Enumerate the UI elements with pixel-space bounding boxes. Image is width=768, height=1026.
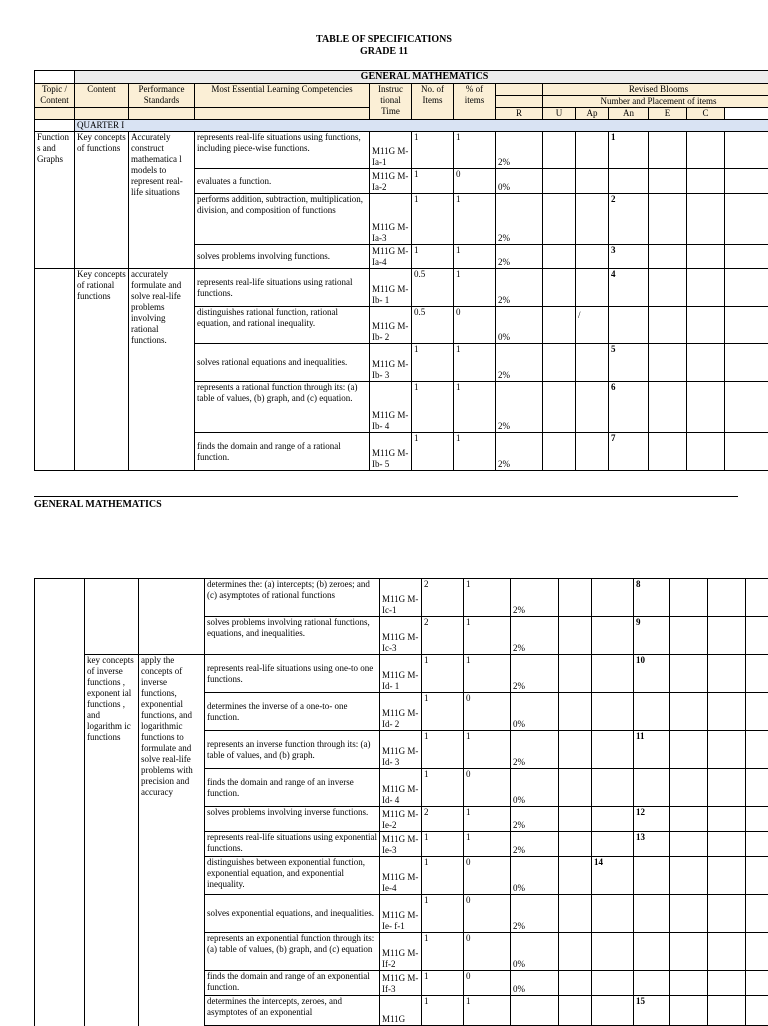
time-cell: 2 — [422, 579, 464, 617]
placement-cell: 14 — [592, 857, 634, 895]
placement-cell: / — [576, 307, 609, 344]
code-cell: M11G M-Ie-3 — [380, 832, 422, 857]
topic-header: Topic / Content — [35, 84, 75, 108]
placement-cell: 11 — [634, 731, 670, 769]
placement-cell — [592, 996, 634, 1026]
items-cell: 0 — [464, 857, 511, 895]
percent-cell: 2% — [511, 895, 559, 933]
table-cell — [559, 971, 592, 996]
competency-cell: finds the domain and range of a rational function. — [195, 433, 370, 471]
items-cell: 1 — [464, 579, 511, 617]
time-cell: 1 — [422, 769, 464, 807]
percent-cell: 0% — [511, 693, 559, 731]
table-cell — [725, 433, 768, 471]
competency-cell: represents real-life situations using rational functions. — [195, 269, 370, 307]
placement-cell — [634, 857, 670, 895]
percent-cell: 2% — [496, 194, 543, 245]
code-cell: M11G M-If-3 — [380, 971, 422, 996]
performance-cell: apply the concepts of inverse functions, exponential functions, and logarithmic functions to formulate and solve real-life problems with precision and accuracy — [139, 655, 205, 1026]
placement-cell — [592, 895, 634, 933]
competency-cell: represents real-life situations using one-to one functions. — [205, 655, 380, 693]
code-cell: M11G M-Ia-4 — [370, 245, 412, 269]
code-cell: M11G M-Ib- 3 — [370, 344, 412, 382]
table-cell — [708, 731, 746, 769]
competency-cell: evaluates a function. — [195, 169, 370, 194]
code-cell: M11G M-Ie-2 — [380, 807, 422, 832]
table-cell — [746, 579, 768, 617]
table-cell — [670, 807, 708, 832]
percent-cell: 2% — [496, 245, 543, 269]
table-cell — [649, 245, 687, 269]
quarter-label: QUARTER I — [75, 120, 768, 132]
code-cell: M11G M-Id- 4 — [380, 769, 422, 807]
code-cell: M11G M-Ie-4 — [380, 857, 422, 895]
time-cell: 1 — [412, 169, 454, 194]
time-cell: 1 — [422, 895, 464, 933]
competency-cell: represents real-life situations using functions, including piece-wise functions. — [195, 132, 370, 169]
table-cell — [559, 996, 592, 1026]
competency-cell: represents an exponential function through its: (a) table of values, (b) graph, and (c) equation — [205, 933, 380, 971]
table-cell — [559, 617, 592, 655]
percent-cell — [511, 996, 559, 1026]
table-cell — [746, 807, 768, 832]
table-row — [35, 655, 768, 693]
placement-cell — [609, 307, 649, 344]
time-cell: 1 — [412, 194, 454, 245]
code-cell: M11G M-Ic-3 — [380, 617, 422, 655]
code-cell: M11G — [380, 996, 422, 1026]
topic-cell: Function s and Graphs — [35, 132, 75, 269]
table-cell — [687, 269, 725, 307]
table-cell — [559, 579, 592, 617]
table-cell — [670, 933, 708, 971]
grade-label: GRADE 11 — [0, 46, 768, 58]
percent-cell: 2% — [511, 579, 559, 617]
table-cell — [687, 194, 725, 245]
time-cell: 2 — [422, 617, 464, 655]
items-cell: 0 — [464, 933, 511, 971]
competency-cell: finds the domain and range of an inverse function. — [205, 769, 380, 807]
table-cell — [687, 382, 725, 433]
percent-cell: 2% — [496, 382, 543, 433]
time-cell: 1 — [412, 132, 454, 169]
level-ap: Ap — [576, 108, 609, 120]
competency-cell: solves problems involving functions. — [195, 245, 370, 269]
placement-cell — [592, 693, 634, 731]
competency-cell: determines the: (a) intercepts; (b) zeroes; and (c) asymptotes of rational functions — [205, 579, 380, 617]
blooms-header: Revised Blooms — [543, 84, 768, 96]
time-cell: 1 — [412, 382, 454, 433]
table-cell — [746, 996, 768, 1026]
placement-cell — [592, 769, 634, 807]
table-cell — [708, 996, 746, 1026]
table-cell — [670, 895, 708, 933]
placement-cell — [592, 731, 634, 769]
placement-cell — [592, 933, 634, 971]
code-cell: M11G M-Id- 3 — [380, 731, 422, 769]
table-cell — [35, 579, 85, 1026]
table-cell — [725, 169, 768, 194]
code-cell: M11G M-Ia-1 — [370, 132, 412, 169]
table-cell — [35, 120, 75, 132]
level-r: R — [496, 108, 543, 120]
competency-cell: distinguishes rational function, rational equation, and rational inequality. — [195, 307, 370, 344]
placement-cell — [592, 807, 634, 832]
table-row — [35, 269, 768, 307]
code-cell: M11G M-If-2 — [380, 933, 422, 971]
time-cell: 2 — [422, 807, 464, 832]
table-cell — [687, 169, 725, 194]
code-cell: M11G M-Ib- 5 — [370, 433, 412, 471]
level-u: U — [543, 108, 576, 120]
table-cell — [35, 71, 75, 84]
items-cell: 0 — [464, 693, 511, 731]
time-cell: 1 — [422, 996, 464, 1026]
table-cell — [559, 895, 592, 933]
placement-cell — [576, 433, 609, 471]
code-cell: M11G M-Ia-3 — [370, 194, 412, 245]
pct-header: % of items — [454, 84, 496, 120]
table-cell — [725, 245, 768, 269]
placement-cell — [576, 269, 609, 307]
level-e: E — [649, 108, 687, 120]
performance-header: Performance Standards — [129, 84, 195, 108]
table-cell — [649, 269, 687, 307]
table-cell — [746, 617, 768, 655]
table-cell — [496, 96, 543, 108]
subject-heading: GENERAL MATHEMATICS — [75, 71, 768, 84]
items-cell: 0 — [454, 169, 496, 194]
percent-cell: 0% — [511, 769, 559, 807]
competency-cell: determines the intercepts, zeroes, and asymptotes of an exponential — [205, 996, 380, 1026]
items-cell: 1 — [454, 194, 496, 245]
placement-cell: 15 — [634, 996, 670, 1026]
table-row — [35, 579, 768, 617]
table-cell — [543, 344, 576, 382]
table-cell — [687, 344, 725, 382]
percent-cell: 2% — [511, 832, 559, 857]
table-cell — [670, 617, 708, 655]
placement-cell: 12 — [634, 807, 670, 832]
table-cell — [195, 108, 370, 120]
table-cell — [129, 108, 195, 120]
percent-cell: 0% — [511, 857, 559, 895]
placement-cell — [592, 617, 634, 655]
code-cell: M11G M-Ib- 1 — [370, 269, 412, 307]
items-cell: 1 — [464, 655, 511, 693]
table-cell — [687, 245, 725, 269]
table-cell — [670, 655, 708, 693]
competency-cell: finds the domain and range of an exponential function. — [205, 971, 380, 996]
time-cell: 1 — [412, 245, 454, 269]
items-cell: 1 — [454, 132, 496, 169]
table-cell — [559, 933, 592, 971]
table-cell — [543, 382, 576, 433]
items-cell: 1 — [464, 617, 511, 655]
table-cell — [746, 769, 768, 807]
table-cell — [559, 857, 592, 895]
competency-cell: solves rational equations and inequalities. — [195, 344, 370, 382]
table-cell — [543, 245, 576, 269]
table-cell — [670, 731, 708, 769]
table-cell — [75, 108, 129, 120]
table-cell — [670, 857, 708, 895]
footer-label: GENERAL MATHEMATICS — [34, 499, 162, 510]
level-an: An — [609, 108, 649, 120]
placement-cell: 4 — [609, 269, 649, 307]
table-cell — [559, 655, 592, 693]
placement-cell: 1 — [609, 132, 649, 169]
time-cell: 1 — [422, 857, 464, 895]
table-cell — [708, 933, 746, 971]
percent-cell: 2% — [511, 731, 559, 769]
table-cell — [670, 693, 708, 731]
percent-cell: 0% — [496, 169, 543, 194]
items-cell: 1 — [454, 344, 496, 382]
code-cell: M11G M-Ia-2 — [370, 169, 412, 194]
competency-cell: represents real-life situations using exponential functions. — [205, 832, 380, 857]
placement-cell: 5 — [609, 344, 649, 382]
table-cell — [559, 693, 592, 731]
percent-cell: 2% — [511, 617, 559, 655]
time-cell: 0.5 — [412, 269, 454, 307]
placement-cell: 6 — [609, 382, 649, 433]
table-cell — [559, 731, 592, 769]
placement-cell — [634, 933, 670, 971]
table-cell — [543, 194, 576, 245]
table-cell — [139, 579, 205, 655]
table-cell — [649, 194, 687, 245]
table-cell — [746, 971, 768, 996]
table-cell — [496, 84, 543, 96]
table-cell — [670, 971, 708, 996]
competency-cell: solves problems involving inverse functions. — [205, 807, 380, 832]
table-cell — [708, 693, 746, 731]
time-cell: 1 — [422, 731, 464, 769]
table-cell — [85, 579, 139, 655]
table-cell — [35, 108, 75, 120]
performance-cell: accurately formulate and solve real-life problems involving rational functions. — [129, 269, 195, 471]
items-cell: 1 — [454, 433, 496, 471]
time-cell: 1 — [412, 344, 454, 382]
table-cell — [746, 655, 768, 693]
items-cell: 1 — [464, 731, 511, 769]
table-cell — [746, 731, 768, 769]
placement-cell — [576, 245, 609, 269]
table-cell — [543, 169, 576, 194]
table-cell — [649, 344, 687, 382]
table-cell — [746, 693, 768, 731]
placement-cell — [592, 832, 634, 857]
items-cell: 1 — [464, 807, 511, 832]
items-header: No. of Items — [412, 84, 454, 120]
table-cell — [708, 807, 746, 832]
placement-cell — [634, 769, 670, 807]
table-cell — [559, 769, 592, 807]
items-cell: 1 — [464, 832, 511, 857]
items-cell: 0 — [464, 769, 511, 807]
competency-cell: represents an inverse function through its: (a) table of values, and (b) graph. — [205, 731, 380, 769]
time-cell: 1 — [422, 832, 464, 857]
content-cell: Key concepts of rational functions — [75, 269, 129, 471]
table-cell — [543, 132, 576, 169]
competency-cell: represents a rational function through its: (a) table of values, (b) graph, and (c) equation. — [195, 382, 370, 433]
percent-cell: 2% — [496, 433, 543, 471]
table-cell — [670, 769, 708, 807]
placement-cell — [576, 169, 609, 194]
table-cell — [543, 307, 576, 344]
placement-cell — [592, 579, 634, 617]
percent-cell: 2% — [511, 655, 559, 693]
competency-cell: performs addition, subtraction, multiplication, division, and composition of functions — [195, 194, 370, 245]
table-cell — [708, 857, 746, 895]
table-cell — [725, 269, 768, 307]
percent-cell: 0% — [511, 933, 559, 971]
competency-cell: determines the inverse of a one-to- one function. — [205, 693, 380, 731]
table-cell — [559, 832, 592, 857]
items-cell: 1 — [454, 269, 496, 307]
table-cell — [708, 579, 746, 617]
placement-cell — [592, 655, 634, 693]
placement-cell — [634, 693, 670, 731]
placement-header: Number and Placement of items — [543, 96, 768, 108]
placement-cell — [576, 382, 609, 433]
table-cell — [670, 996, 708, 1026]
placement-cell — [634, 895, 670, 933]
table-cell — [670, 832, 708, 857]
table-cell — [708, 769, 746, 807]
competency-cell: solves exponential equations, and inequalities. — [205, 895, 380, 933]
content-cell: key concepts of inverse functions , exponent ial functions , and logarithm ic functions — [85, 655, 139, 1026]
placement-cell: 2 — [609, 194, 649, 245]
time-cell: 1 — [422, 971, 464, 996]
code-cell: M11G M-Ic-1 — [380, 579, 422, 617]
code-cell: M11G M-Ib- 2 — [370, 307, 412, 344]
placement-cell — [576, 344, 609, 382]
performance-cell: Accurately construct mathematica l models to represent real-life situations — [129, 132, 195, 269]
table-cell — [649, 169, 687, 194]
code-cell: M11G M-Id- 2 — [380, 693, 422, 731]
code-cell: M11G M-Id- 1 — [380, 655, 422, 693]
specification-table-page-1 — [34, 70, 768, 471]
time-cell: 1 — [412, 433, 454, 471]
table-cell — [708, 655, 746, 693]
table-cell — [543, 433, 576, 471]
table-cell — [649, 382, 687, 433]
table-cell — [746, 933, 768, 971]
percent-cell: 2% — [496, 269, 543, 307]
table-cell — [670, 579, 708, 617]
table-cell — [725, 382, 768, 433]
placement-cell: 9 — [634, 617, 670, 655]
table-cell — [559, 807, 592, 832]
table-cell — [649, 132, 687, 169]
table-cell — [649, 307, 687, 344]
placement-cell — [576, 132, 609, 169]
time-cell: 0.5 — [412, 307, 454, 344]
placement-cell: 7 — [609, 433, 649, 471]
percent-cell: 2% — [496, 132, 543, 169]
percent-cell: 0% — [511, 971, 559, 996]
placement-cell: 8 — [634, 579, 670, 617]
table-cell — [746, 857, 768, 895]
code-cell: M11G M-Ie- f-1 — [380, 895, 422, 933]
percent-cell: 2% — [511, 807, 559, 832]
items-cell: 0 — [454, 307, 496, 344]
table-cell — [543, 269, 576, 307]
placement-cell — [634, 971, 670, 996]
document-title: TABLE OF SPECIFICATIONS — [0, 34, 768, 46]
percent-cell: 0% — [496, 307, 543, 344]
table-cell — [35, 269, 75, 471]
table-cell — [708, 971, 746, 996]
table-cell — [725, 194, 768, 245]
percent-cell: 2% — [496, 344, 543, 382]
code-cell: M11G M-Ib- 4 — [370, 382, 412, 433]
table-cell — [687, 132, 725, 169]
table-row — [35, 132, 768, 169]
table-cell — [746, 895, 768, 933]
specification-table-page-2 — [34, 578, 768, 1026]
table-cell — [725, 132, 768, 169]
time-cell: 1 — [422, 655, 464, 693]
table-cell — [649, 433, 687, 471]
time-cell: 1 — [422, 693, 464, 731]
items-cell: 1 — [454, 382, 496, 433]
items-cell: 0 — [464, 971, 511, 996]
placement-cell: 3 — [609, 245, 649, 269]
items-cell: 1 — [464, 996, 511, 1026]
level-c: C — [687, 108, 725, 120]
placement-cell — [576, 194, 609, 245]
placement-cell: 10 — [634, 655, 670, 693]
table-cell — [687, 433, 725, 471]
time-cell: 1 — [422, 933, 464, 971]
table-cell — [708, 617, 746, 655]
competency-cell: distinguishes between exponential function, exponential equation, and exponential inequality. — [205, 857, 380, 895]
placement-cell — [592, 971, 634, 996]
table-cell — [746, 832, 768, 857]
placement-cell: 13 — [634, 832, 670, 857]
table-cell — [725, 307, 768, 344]
time-header: Instruc tional Time — [370, 84, 412, 120]
melc-header: Most Essential Learning Competencies — [195, 84, 370, 108]
table-cell — [725, 344, 768, 382]
content-header: Content — [75, 84, 129, 108]
table-cell — [708, 895, 746, 933]
competency-cell: solves problems involving rational functions, equations, and inequalities. — [205, 617, 380, 655]
items-cell: 1 — [454, 245, 496, 269]
table-cell — [708, 832, 746, 857]
placement-cell — [609, 169, 649, 194]
page-divider — [34, 496, 738, 497]
table-cell — [687, 307, 725, 344]
content-cell: Key concepts of functions — [75, 132, 129, 269]
items-cell: 0 — [464, 895, 511, 933]
